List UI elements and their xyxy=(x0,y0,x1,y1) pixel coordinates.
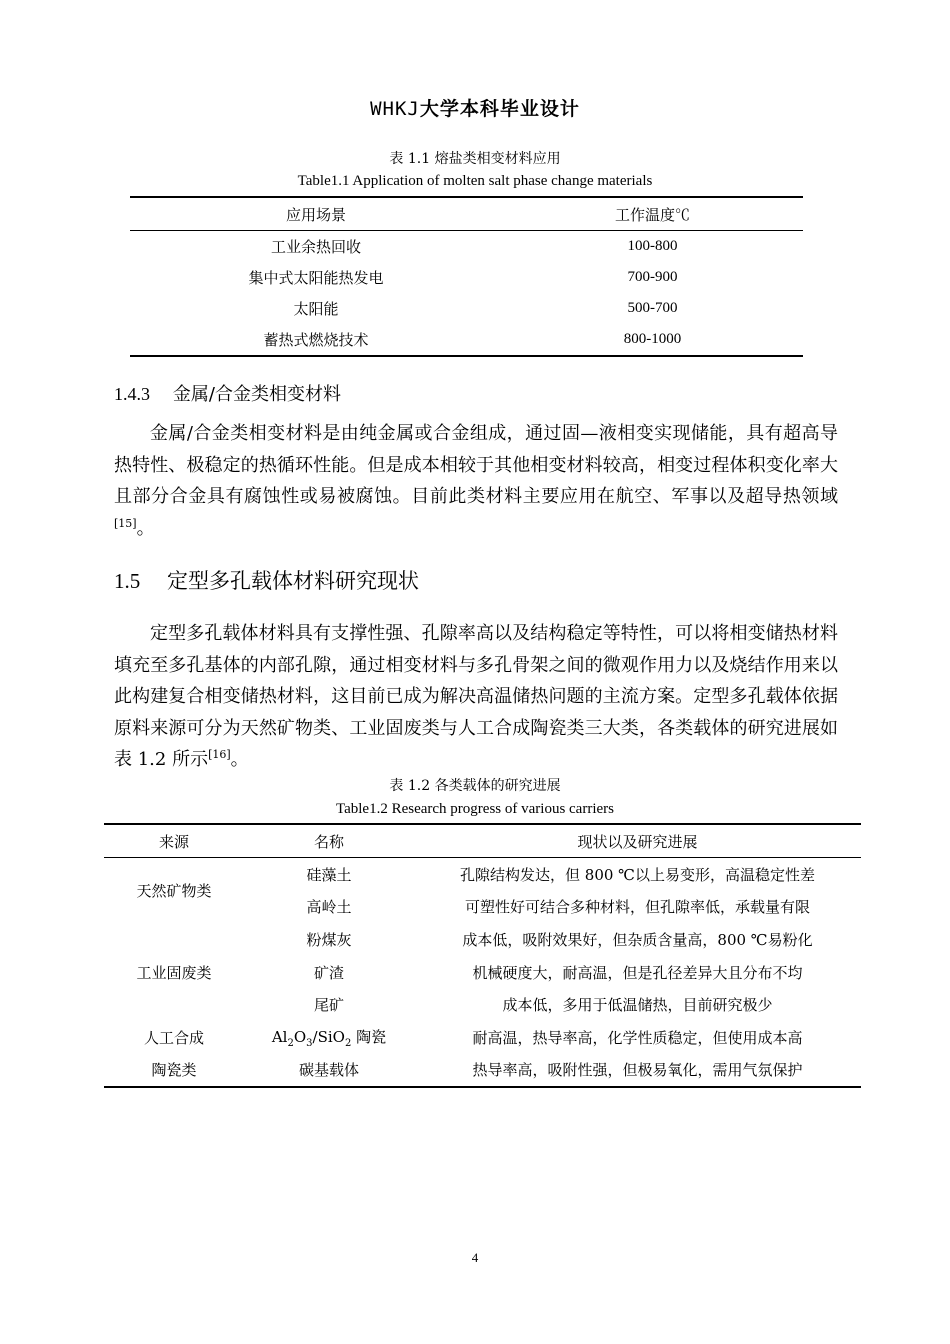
paragraph-metal-alloy xyxy=(114,418,838,544)
cell-name-ceramic: $Al_2O_3/SiO_2$ 陶瓷 xyxy=(271,1027,387,1049)
cell-progress: 可塑性好可结合多种材料，但孔隙率低，承载量有限 xyxy=(464,898,810,917)
table-row xyxy=(130,231,803,263)
table-molten-salt-applications xyxy=(130,196,803,357)
table-row xyxy=(130,293,803,324)
col-header-scenario: 应用场景 xyxy=(130,197,502,231)
header-university-name: 大学本科毕业设计 xyxy=(419,98,580,120)
cell-progress: 成本低，多用于低温储热，目前研究极少 xyxy=(502,996,773,1015)
section-number: 1.4.3 xyxy=(114,384,150,404)
section-heading-1-4-3 xyxy=(114,380,341,406)
cell-name: 碳基载体 xyxy=(298,1061,359,1080)
col-header-source: 来源 xyxy=(104,824,244,858)
table-header-row xyxy=(104,824,861,858)
cell-temperature: 800-1000 xyxy=(623,331,682,347)
table1-caption-en: Table1.1 Application of molten salt phase change materials xyxy=(297,173,653,189)
cell-source-synthetic-line2: 陶瓷类 xyxy=(151,1061,197,1080)
table-row xyxy=(130,262,803,293)
cell-name: 高岭土 xyxy=(306,898,352,917)
section-title: 定型多孔载体材料研究现状 xyxy=(166,569,419,593)
cell-progress: 耐高温，热导率高，化学性质稳定，但使用成本高 xyxy=(472,1028,803,1047)
cell-source-natural: 天然矿物类 xyxy=(136,882,212,901)
col-header-name: 名称 xyxy=(244,824,414,858)
table2-caption-cn: 表 1.2 各类载体的研究进展 xyxy=(389,778,561,794)
cell-source-industrial: 工业固废类 xyxy=(136,963,212,982)
col-header-progress: 现状以及研究进展 xyxy=(414,824,861,858)
paragraph-end: 。 xyxy=(230,749,249,770)
cell-scenario: 集中式太阳能热发电 xyxy=(248,269,384,287)
section-title: 金属/合金类相变材料 xyxy=(172,384,341,405)
cell-scenario: 蓄热式燃烧技术 xyxy=(263,331,369,349)
paragraph-end: 。 xyxy=(136,517,155,539)
table2-caption-en: Table1.2 Research progress of various carriers xyxy=(335,801,614,817)
paragraph-text: 定型多孔载体材料具有支撑性强、孔隙率高以及结构稳定等特性，可以将相变储热材料填充至多孔基体的内部孔隙，通过相变材料与多孔骨架之间的微观作用力以及烧结作用来以此构建复合相变储热材料，这目前已成为解决高温储热问题的主流方案。定型多孔载体依据原料来源可分为天然矿物类、工业固废类与人工合成陶瓷类三大类，各类载体的研究进展如表 1.2 所示 xyxy=(114,623,838,770)
cell-temperature: 700-900 xyxy=(627,269,678,285)
table-row xyxy=(104,1054,861,1088)
cell-progress: 孔隙结构发达，但 800 ℃以上易变形，高温稳定性差 xyxy=(460,865,815,884)
cell-scenario: 太阳能 xyxy=(293,300,339,318)
cell-progress: 机械硬度大，耐高温，但是孔径差异大且分布不均 xyxy=(472,963,803,982)
cell-name: 硅藻土 xyxy=(306,865,352,884)
paragraph-porous-carrier xyxy=(114,618,838,776)
citation: [15] xyxy=(114,516,137,530)
cell-progress: 热导率高，吸附性强，但极易氧化，需用气氛保护 xyxy=(472,1061,803,1080)
cell-temperature: 500-700 xyxy=(627,300,678,316)
cell-name: 粉煤灰 xyxy=(306,930,352,949)
table-row xyxy=(104,858,861,891)
cell-source-synthetic-line1: 人工合成 xyxy=(143,1028,204,1047)
table1-caption-cn: 表 1.1 熔盐类相变材料应用 xyxy=(389,151,561,167)
header-code: WHKJ xyxy=(370,98,420,120)
table-row xyxy=(104,923,861,956)
table-row xyxy=(104,1021,861,1054)
cell-scenario: 工业余热回收 xyxy=(270,238,361,256)
table-carrier-research-progress xyxy=(104,823,861,1088)
table-header-row xyxy=(130,197,803,231)
cell-temperature: 100-800 xyxy=(627,238,678,254)
table-row xyxy=(130,324,803,356)
page-number: 4 xyxy=(471,1250,479,1265)
section-heading-1-5 xyxy=(114,565,419,595)
citation: [16] xyxy=(208,748,231,761)
section-number: 1.5 xyxy=(114,569,141,593)
cell-name: 尾矿 xyxy=(313,996,344,1015)
cell-name: 矿渣 xyxy=(313,963,344,982)
cell-progress: 成本低，吸附效果好，但杂质含量高，800 ℃易粉化 xyxy=(462,930,813,949)
page-header xyxy=(0,94,950,121)
col-header-temperature: 工作温度℃ xyxy=(502,197,803,231)
paragraph-text: 金属/合金类相变材料是由纯金属或合金组成，通过固—液相变实现储能，具有超高导热特性、极稳定的热循环性能。但是成本相较于其他相变材料较高，相变过程体积变化率大且部分合金具有腐蚀性或易被腐蚀。目前此类材料主要应用在航空、军事以及超导热领域 xyxy=(114,423,838,507)
